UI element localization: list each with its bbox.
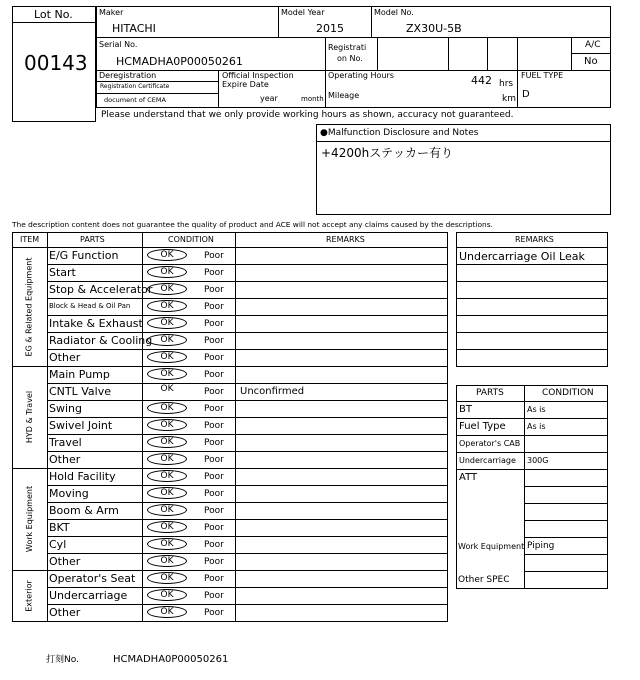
condition-poor[interactable]: Poor: [204, 608, 224, 618]
header-item: ITEM: [20, 235, 40, 244]
condition-ok-circled[interactable]: OK: [147, 317, 187, 329]
condition-ok-circled[interactable]: OK: [147, 266, 187, 278]
condition-poor[interactable]: Poor: [204, 523, 224, 533]
side-part-name: Undercarriage: [459, 456, 516, 465]
model-no-value: ZX30U-5B: [406, 22, 462, 35]
part-name: BKT: [49, 521, 70, 534]
part-name: Other: [49, 351, 81, 364]
condition-poor[interactable]: Poor: [204, 302, 224, 312]
group-label: Work Equipment: [24, 485, 34, 553]
condition-ok-circled[interactable]: OK: [147, 453, 187, 465]
condition-ok-circled[interactable]: OK: [147, 300, 187, 312]
part-name: Moving: [49, 487, 89, 500]
condition-poor[interactable]: Poor: [204, 472, 224, 482]
maker-label: Maker: [99, 8, 124, 17]
condition-ok-circled[interactable]: OK: [147, 555, 187, 567]
work-equipment-value: Piping: [527, 541, 555, 551]
operating-hours-value: 442: [471, 74, 492, 87]
side-part-name: Operator's CAB: [459, 439, 521, 448]
group-label: HYD & Travel: [24, 390, 34, 444]
att-label: ATT: [459, 472, 478, 483]
model-no-label: Model No.: [374, 8, 414, 17]
condition-poor[interactable]: Poor: [204, 268, 224, 278]
condition-poor[interactable]: Poor: [204, 319, 224, 329]
part-name: Intake & Exhaust: [49, 317, 143, 330]
condition-poor[interactable]: Poor: [204, 251, 224, 261]
condition-ok-circled[interactable]: OK: [147, 334, 187, 346]
cema-label: document of CEMA: [104, 96, 166, 104]
registration-certificate-label: Registration Certificate: [100, 83, 170, 90]
condition-ok-circled[interactable]: OK: [147, 249, 187, 261]
condition-ok[interactable]: OK: [160, 384, 174, 394]
other-spec-label: Other SPEC: [458, 575, 510, 585]
side-part-condition: 300G: [527, 456, 549, 465]
part-name: Main Pump: [49, 368, 110, 381]
part-name: Other: [49, 453, 81, 466]
model-year-label: Model Year: [281, 8, 325, 17]
condition-poor[interactable]: Poor: [204, 574, 224, 584]
part-name: Undercarriage: [49, 589, 128, 602]
part-name: Stop & Accelerator: [49, 283, 153, 296]
row-remark: Unconfirmed: [240, 386, 305, 397]
condition-ok-circled[interactable]: OK: [147, 538, 187, 550]
side-part-name: Fuel Type: [459, 421, 506, 432]
part-name: Travel: [49, 436, 82, 449]
condition-ok-circled[interactable]: OK: [147, 589, 187, 601]
condition-poor[interactable]: Poor: [204, 455, 224, 465]
part-name: Start: [49, 266, 76, 279]
condition-ok-circled[interactable]: OK: [147, 470, 187, 482]
serial-label: Serial No.: [99, 40, 138, 49]
condition-ok-circled[interactable]: OK: [147, 487, 187, 499]
condition-poor[interactable]: Poor: [204, 489, 224, 499]
fuel-type-label: FUEL TYPE: [521, 71, 564, 80]
part-name: Hold Facility: [49, 470, 116, 483]
ac-value: No: [584, 56, 598, 67]
side-parts-header: PARTS: [476, 388, 504, 398]
maker-value: HITACHI: [112, 22, 156, 35]
lot-label: Lot No.: [34, 8, 73, 21]
condition-poor[interactable]: Poor: [204, 404, 224, 414]
condition-ok-circled[interactable]: OK: [147, 572, 187, 584]
condition-poor[interactable]: Poor: [204, 421, 224, 431]
condition-ok-circled[interactable]: OK: [147, 606, 187, 618]
condition-ok-circled[interactable]: OK: [147, 402, 187, 414]
condition-poor[interactable]: Poor: [204, 285, 224, 295]
registration-label-1: Registrati: [328, 43, 367, 52]
model-year-value: 2015: [316, 22, 344, 35]
serial-value: HCMADHA0P00050261: [116, 55, 243, 68]
year-label: year: [260, 94, 278, 103]
header-parts: PARTS: [80, 235, 105, 244]
side-remarks-header: REMARKS: [515, 235, 554, 244]
side-part-condition: As is: [527, 422, 546, 431]
condition-poor[interactable]: Poor: [204, 353, 224, 363]
group-label: Exterior: [24, 579, 34, 612]
inspection-label-2: Expire Date: [222, 80, 269, 89]
work-equipment-label: Work Equipment: [458, 542, 525, 551]
part-name: Boom & Arm: [49, 504, 119, 517]
condition-ok-circled[interactable]: OK: [147, 351, 187, 363]
km-unit: km: [502, 94, 516, 104]
disclaimer-text: The description content does not guarantee the quality of product and ACE will not accept any claims caused by the descriptions.: [12, 220, 493, 229]
month-label: month: [301, 95, 324, 103]
part-name: Operator's Seat: [49, 572, 136, 585]
hrs-unit: hrs: [499, 79, 514, 89]
condition-ok-circled[interactable]: OK: [147, 368, 187, 380]
inspection-label-1: Official Inspection: [222, 71, 294, 80]
condition-poor[interactable]: Poor: [204, 387, 224, 397]
condition-poor[interactable]: Poor: [204, 336, 224, 346]
condition-ok-circled[interactable]: OK: [147, 283, 187, 295]
condition-ok-circled[interactable]: OK: [147, 419, 187, 431]
lot-number: 00143: [24, 51, 88, 75]
deregistration-label: Deregistration: [99, 71, 157, 80]
condition-poor[interactable]: Poor: [204, 540, 224, 550]
condition-poor[interactable]: Poor: [204, 506, 224, 516]
part-name: Swivel Joint: [49, 419, 113, 432]
condition-ok-circled[interactable]: OK: [147, 521, 187, 533]
condition-poor[interactable]: Poor: [204, 591, 224, 601]
part-name: Other: [49, 555, 81, 568]
part-name: Cyl: [49, 538, 67, 551]
ac-label: A/C: [585, 40, 601, 50]
stamp-label: 打刻No.: [46, 655, 79, 665]
part-name: Radiator & Cooling: [49, 334, 153, 347]
group-label: EG & Related Equipment: [24, 257, 34, 356]
part-name: E/G Function: [49, 249, 119, 262]
malfunction-text: +4200hステッカー有り: [321, 146, 453, 160]
side-condition-header: CONDITION: [542, 388, 594, 398]
side-part-name: BT: [459, 404, 472, 415]
condition-ok-circled[interactable]: OK: [147, 436, 187, 448]
side-part-condition: As is: [527, 405, 546, 414]
condition-poor[interactable]: Poor: [204, 557, 224, 567]
header-remarks: REMARKS: [326, 235, 365, 244]
part-name: CNTL Valve: [49, 385, 111, 398]
part-name: Swing: [49, 402, 82, 415]
fuel-type-value: D: [522, 89, 530, 100]
malfunction-title: ●Malfunction Disclosure and Notes: [320, 128, 479, 138]
part-name: Block & Head & Oil Pan: [49, 302, 131, 310]
part-name: Other: [49, 606, 81, 619]
operating-hours-label: Operating Hours: [328, 71, 394, 80]
registration-label-2: on No.: [337, 54, 363, 63]
condition-poor[interactable]: Poor: [204, 438, 224, 448]
stamp-value: HCMADHA0P00050261: [113, 654, 229, 665]
header-condition: CONDITION: [168, 235, 214, 244]
mileage-label: Mileage: [328, 91, 360, 100]
notice-text: Please understand that we only provide working hours as shown, accuracy not guaranteed.: [101, 110, 514, 120]
condition-ok-circled[interactable]: OK: [147, 504, 187, 516]
condition-poor[interactable]: Poor: [204, 370, 224, 380]
side-remark-row: Undercarriage Oil Leak: [459, 250, 585, 263]
